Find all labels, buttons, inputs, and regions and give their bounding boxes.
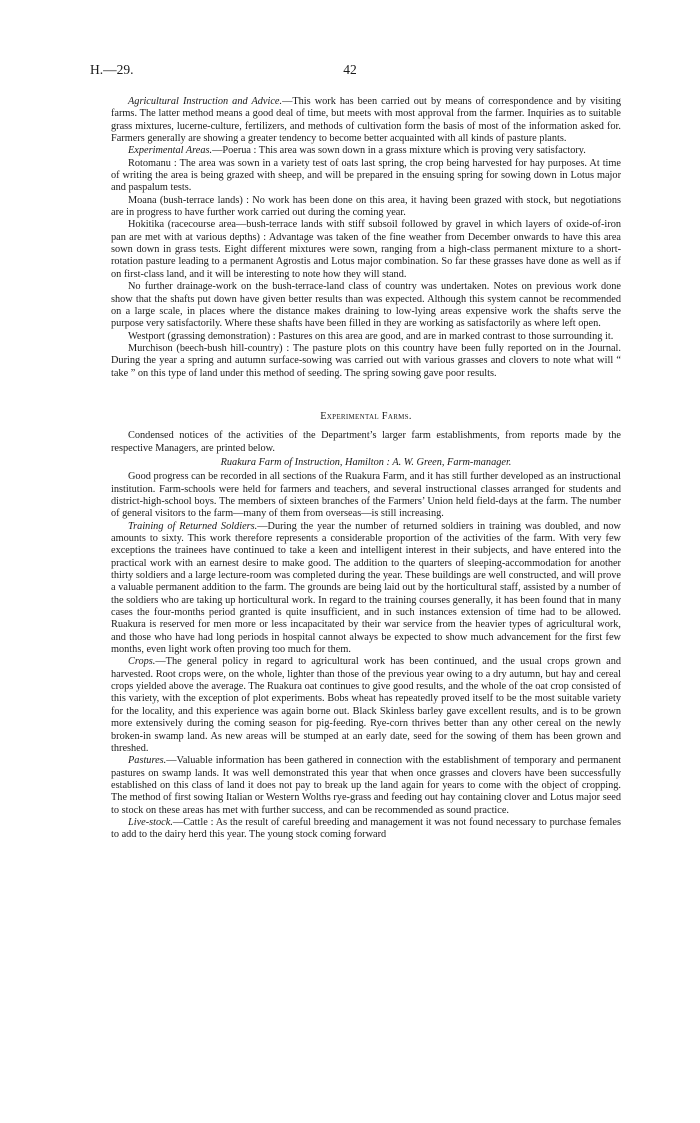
section-intro: Condensed notices of the activities of the Department’s larger farm establishments, from reports made by the respective Managers, are printed below. (111, 430, 621, 454)
paragraph (111, 331, 621, 343)
paragraph (111, 145, 621, 157)
paragraph-text: —Cattle : As the result of careful breeding and management it was not found necessary to purchase females to add to the dairy herd this year. The young stock coming forward (111, 816, 621, 841)
paragraph-text: —Valuable information has been gathered in connection with the establishment of temporary and permanent pastures on swamp lands. It was well demonstrated this year that when once grasses and clovers have been successfully established on this class of land it does not pay to break up the land again for years to come with the object of cropping. The method of first sowing Italian or Western Wolths rye-grass and feeding out hay containing clover and Lotus major seed to stock on these areas has met with further success, and can be recommended as sound practice. (111, 755, 621, 816)
paragraph (111, 96, 621, 145)
paragraph-text: Rotomanu : The area was sown in a variety test of oats last spring, the crop being harvested for hay purposes. At time of writing the area is being grazed with sheep, and will be prepared in the ensuing spring for sowing down in Lotus major and paspalum tests. (111, 157, 621, 194)
paragraph-heading: Agricultural Instruction and Advice. (128, 96, 283, 107)
paragraph-text: —This work has been carried out by means of correspondence and by visiting farms. The latter method means a good deal of time, but meets with most approval from the farmer. Inquiries as to suitable grass mixtures, lucerne-culture, fertilizers, and methods of cultivation form the basis of most of the information asked for. Farmers generally are showing a greater tendency to become better acquainted with all kinds of pasture plants. (111, 96, 622, 145)
paragraph-text: Murchison (beech-bush hill-country) : The pasture plots on this country have been fully reported on in the Journal. During the year a spring and autumn surface-sowing was carried out with various grasses and clovers to note what will “ take ” on this type of land under this method of seeding. The spring sowing gave poor results. (111, 342, 621, 379)
paragraph (111, 158, 621, 195)
paragraph (111, 195, 621, 220)
section-heading: Experimental Farms. (320, 410, 412, 422)
paragraph-heading: Training of Returned Soldiers. (128, 520, 258, 532)
page-number: 42 (343, 62, 357, 77)
farm-heading: Ruakura Farm of Instruction, Hamilton : A. W. Green, Farm-manager. (220, 456, 512, 468)
paragraph-text: No further drainage-work on the bush-terrace-land class of country was undertaken. Notes on previous work done show that the shafts put down have given better results than was expected. Although this system cannot be recommended on a large scale, in places where the distance makes draining to low-lying areas expensive work the shafts serve the purpose very satisfactorily. Where these shafts have been filled in they are working as satisfactorily as where left open. (111, 281, 621, 330)
paragraph-text: Hokitika (racecourse area—bush-terrace lands with stiff subsoil followed by gravel in which layers of oxide-of-iron pan are met with at various depths) : Advantage was taken of the fine weather from December onwards to have this area sown down in grass tests. Eight different mixtures were sown, ranging from a high-class permanent mixture to a short-rotation pasture leading to a permanent Agrostis and Lotus major combination. So far these grasses have done as well as if on first-class land, and it will be interesting to note how they will stand. (111, 219, 621, 280)
paragraph-heading: Crops. (128, 656, 156, 668)
paragraph-text: Moana (bush-terrace lands) : No work has been done on this area, it having been grazed with stock, but negotiations are in progress to have further work carried out during the coming year. (111, 194, 621, 219)
paragraph (111, 471, 621, 520)
paragraph-text: Good progress can be recorded in all sections of the Ruakura Farm, and it has still further developed as an instructional institution. Farm-schools were held for farmers and teachers, and several instructional classes arranged for students and district-high-school boys. The members of sixteen branches of the Farmers’ Union held field-days at the farm. The number of general visitors to the farm—many of them from overseas—is still increasing. (111, 471, 621, 520)
paragraph-text: —Poerua : This area was sown down in a grass mixture which is proving very satisfactory. (212, 145, 586, 157)
paragraph-text: —The general policy in regard to agricultural work has been continued, and the usual crops grown and harvested. Root crops were, on the whole, lighter than those of the previous year owing to a dry autumn, but hay and cereal crops yielded above the average. The Ruakura oat continues to give good results, and the whole of the oat crop consisted of this variety, with the exception of plot experiments. Bobs wheat has repeatedly proved itself to be the most suitable variety for the locality, and this experience was again borne out. Black Skinless barley gave excellent results, and is to be grown more extensively during the coming season for pig-feeding. Rye-corn thrives better than any other cereal on the newly broken-in swamp land. As new areas will be stumped at an early date, seed for the sowing of them has been grown and threshed. (111, 656, 621, 754)
paragraph-heading: Experimental Areas. (128, 145, 213, 157)
paragraph (111, 219, 621, 281)
paragraph (111, 656, 621, 755)
paragraph (111, 281, 621, 330)
paragraph-heading: Pastures. (128, 755, 167, 767)
document-body (111, 96, 621, 842)
paragraph (111, 817, 621, 842)
report-code: H.—29. (90, 62, 134, 77)
paragraph-text: Westport (grassing demonstration) : Pastures on this area are good, and are in marked contrast to those surrounding it. (128, 330, 614, 342)
paragraph (111, 343, 621, 380)
paragraph-text: —During the year the number of returned soldiers in training was doubled, and now amounts to sixty. This work therefore represents a considerable proportion of the activities of the farm. With very few exceptions the trainees have continued to take a keen and intelligent interest in their subjects, and have entered into the practical work with an earnest desire to make good. The addition to the quarters of sleeping-accommodation for another thirty soldiers and a large lecture-room was completed during the year. These buildings are well constructed, and will prove a valuable permanent addition to the farm. The grounds are being laid out by the horticultural staff, assisted by a number of the soldiers who are taking up horticultural work. In regard to the training courses generally, it has been found that in many cases the four-months period granted is quite insufficient, and in such instances extension of time had to be allowed. Ruakura is reserved for men more or less incapacitated by their war service from the heavier types of agricultural work, and those who have had long periods in hospital cannot always be expected to show much advancement for the first few months, even light work often proving too much for them. (111, 520, 621, 656)
running-head (90, 62, 610, 80)
paragraph (111, 521, 621, 657)
paragraph (111, 755, 621, 817)
paragraph-heading: Live-stock. (128, 816, 173, 828)
